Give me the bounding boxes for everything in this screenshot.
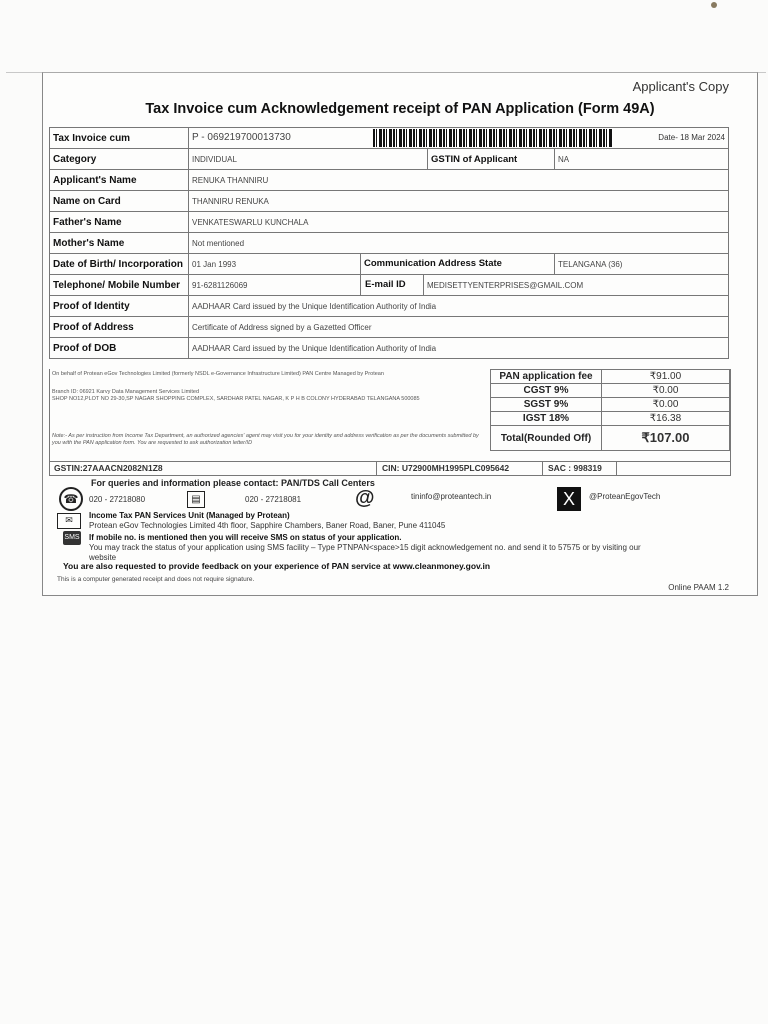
applicant-copy-label: Applicant's Copy bbox=[632, 79, 729, 94]
page-title: Tax Invoice cum Acknowledgement receipt of PAN Application (Form 49A) bbox=[145, 101, 655, 117]
contact-title: For queries and information please contact: PAN/TDS Call Centers bbox=[91, 478, 375, 488]
sms-title: If mobile no. is mentioned then you will receive SMS on status of your application. bbox=[89, 533, 402, 542]
computer-generated-note: This is a computer generated receipt and does not require signature. bbox=[57, 576, 255, 583]
podob-label: Proof of DOB bbox=[50, 338, 189, 359]
table-row bbox=[50, 254, 729, 275]
contact-email[interactable]: tininfo@proteantech.in bbox=[411, 492, 492, 501]
receipt-sheet bbox=[42, 72, 758, 596]
company-gstin: GSTIN:27AAACN2082N1Z8 bbox=[54, 463, 163, 473]
fee-notes bbox=[50, 369, 490, 461]
verification-note: Note:- As per instruction from Income Tax Department, an authorized agencies' agent may visit you for your identity and address verification as per the documents submitted by you with the PAN application form. You are requested to ask authorization letter/ID bbox=[52, 433, 479, 447]
scan-speck bbox=[711, 2, 717, 8]
phone-label: Telephone/ Mobile Number bbox=[50, 275, 189, 296]
cin-number: CIN: U72900MH1995PLC095642 bbox=[382, 463, 510, 473]
invoice-number: P - 069219700013730 bbox=[192, 132, 291, 144]
dob-label: Date of Birth/ Incorporation bbox=[50, 254, 189, 275]
total-label: Total(Rounded Off) bbox=[491, 426, 602, 451]
fee-label: IGST 18% bbox=[491, 412, 602, 426]
fee-value: ₹16.38 bbox=[602, 412, 730, 426]
fee-row bbox=[491, 412, 730, 426]
card-name-value: THANNIRU RENUKA bbox=[189, 191, 729, 212]
fee-label: SGST 9% bbox=[491, 398, 602, 412]
applicant-name-value: RENUKA THANNIRU bbox=[189, 170, 729, 191]
divider bbox=[376, 461, 377, 475]
envelope-icon: ✉ bbox=[57, 513, 81, 529]
table-row bbox=[50, 170, 729, 191]
father-name-label: Father's Name bbox=[50, 212, 189, 233]
category-value: INDIVIDUAL bbox=[189, 149, 428, 170]
fee-value: ₹0.00 bbox=[602, 398, 730, 412]
state-label: Communication Address State bbox=[360, 254, 554, 274]
sms-text: You may track the status of your application using SMS facility – Type PTNPAN<space>15 digit acknowledgement no. and send it to 57575 or by visiting our bbox=[89, 543, 641, 552]
category-label: Category bbox=[50, 149, 189, 170]
barcode-icon bbox=[373, 129, 613, 147]
email-value: MEDISETTYENTERPRISES@GMAIL.COM bbox=[427, 280, 584, 290]
branch-info: Branch ID: 06921 Karvy Data Management Services Limited SHOP NO12,PLOT NO 29-30,SP NAGAR SHOPPING COMPLEX, SARDHAR PATEL NAGAR, K P H B COLONY HYDERABAD TELANGANA 500085 bbox=[52, 389, 420, 403]
sac-code: SAC : 998319 bbox=[548, 463, 602, 473]
poi-label: Proof of Identity bbox=[50, 296, 189, 317]
gstin-label: GSTIN of Applicant bbox=[428, 149, 555, 170]
invoice-label: Tax Invoice cum bbox=[50, 128, 189, 149]
table-row bbox=[50, 296, 729, 317]
fee-row bbox=[491, 398, 730, 412]
applicant-details-table bbox=[49, 127, 729, 359]
sms-text-website: website bbox=[89, 553, 117, 562]
x-twitter-icon: X bbox=[557, 487, 581, 511]
fee-section bbox=[49, 369, 731, 462]
total-value: ₹107.00 bbox=[602, 426, 730, 451]
mother-name-value: Not mentioned bbox=[189, 233, 729, 254]
table-row bbox=[50, 128, 729, 149]
phone-cell bbox=[189, 275, 729, 296]
fee-table bbox=[490, 369, 730, 451]
twitter-handle[interactable]: @ProteanEgovTech bbox=[589, 492, 661, 501]
fee-label: PAN application fee bbox=[491, 370, 602, 384]
fee-label: CGST 9% bbox=[491, 384, 602, 398]
podob-value: AADHAAR Card issued by the Unique Identification Authority of India bbox=[189, 338, 729, 359]
table-row bbox=[50, 338, 729, 359]
table-row bbox=[50, 149, 729, 170]
applicant-name-label: Applicant's Name bbox=[50, 170, 189, 191]
phone-value: 91-6281126069 bbox=[192, 280, 248, 290]
fax-icon: ▤ bbox=[187, 491, 205, 508]
unit-address: Protean eGov Technologies Limited 4th floor, Sapphire Chambers, Baner Road, Baner, Pune 411045 bbox=[89, 521, 446, 530]
phone-number: 020 - 27218080 bbox=[89, 495, 146, 504]
sms-icon: SMS bbox=[63, 531, 81, 545]
table-row bbox=[50, 317, 729, 338]
table-row bbox=[50, 191, 729, 212]
poa-label: Proof of Address bbox=[50, 317, 189, 338]
divider bbox=[542, 461, 543, 475]
fee-row bbox=[491, 370, 730, 384]
fee-value: ₹91.00 bbox=[602, 370, 730, 384]
fee-value: ₹0.00 bbox=[602, 384, 730, 398]
email-label: E-mail ID bbox=[360, 275, 424, 295]
invoice-date: Date- 18 Mar 2024 bbox=[658, 133, 725, 142]
fee-row bbox=[491, 384, 730, 398]
email-icon: @ bbox=[355, 487, 375, 509]
gstin-value: NA bbox=[555, 149, 729, 170]
phone-icon: ☎ bbox=[59, 487, 83, 511]
feedback-line: You are also requested to provide feedback on your experience of PAN service at www.cleanmoney.gov.in bbox=[63, 561, 491, 571]
divider bbox=[616, 461, 617, 475]
gst-cin-row bbox=[49, 461, 731, 476]
fax-number: 020 - 27218081 bbox=[245, 495, 302, 504]
table-row bbox=[50, 233, 729, 254]
table-row bbox=[50, 212, 729, 233]
mother-name-label: Mother's Name bbox=[50, 233, 189, 254]
unit-title: Income Tax PAN Services Unit (Managed by Protean) bbox=[89, 511, 290, 520]
invoice-cell bbox=[189, 128, 729, 149]
dob-value: 01 Jan 1993 bbox=[192, 259, 237, 269]
poa-value: Certificate of Address signed by a Gazetted Officer bbox=[189, 317, 729, 338]
version-label: Online PAAM 1.2 bbox=[668, 583, 729, 592]
dob-cell bbox=[189, 254, 555, 275]
state-value: TELANGANA (36) bbox=[555, 254, 729, 275]
behalf-note: On behalf of Protean eGov Technologies Limited (formerly NSDL e-Governance Infrastructure Limited) PAN Centre Managed by Protean bbox=[52, 371, 384, 377]
card-name-label: Name on Card bbox=[50, 191, 189, 212]
poi-value: AADHAAR Card issued by the Unique Identification Authority of India bbox=[189, 296, 729, 317]
contact-section bbox=[49, 475, 729, 573]
father-name-value: VENKATESWARLU KUNCHALA bbox=[189, 212, 729, 233]
total-row bbox=[491, 426, 730, 451]
table-row bbox=[50, 275, 729, 296]
